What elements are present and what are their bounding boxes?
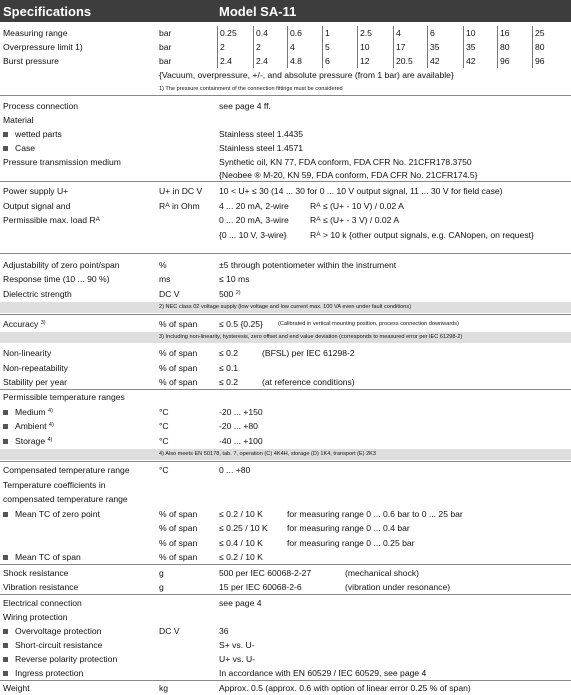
range-value: 42 [427, 54, 440, 68]
spec-title: Specifications [3, 4, 92, 19]
row-value: ±5 through potentiometer within the instrument [219, 260, 397, 270]
range-value: 4.8 [287, 54, 302, 68]
row-unit: % of span [159, 523, 198, 533]
row-label: Dielectric strength [3, 289, 72, 299]
row-label: Ambient $^{4)}$ [15, 421, 54, 431]
range-value: 35 [463, 40, 476, 54]
row-unit: °C [159, 436, 169, 446]
row-label: Accuracy $^{3)}$ [3, 319, 46, 329]
range-value: 10 [463, 26, 476, 40]
row-label: Temperature coefficients in [3, 480, 106, 490]
row-unit: g [159, 582, 164, 592]
row-value: {Neobee ® M-20, KN 59, FDA conform, FDA CFR No. 21CFR174.5} [219, 170, 478, 180]
row-unit: % of span [159, 377, 198, 387]
divider [0, 314, 571, 315]
row-unit: % of span [159, 538, 198, 548]
row-unit: bar [159, 42, 172, 52]
row-label: Overpressure limit 1) [3, 42, 83, 52]
row-unit: % of span [159, 363, 198, 373]
range-value: 6 [427, 26, 435, 40]
range-value: 0.4 [253, 26, 268, 40]
row-value: see page 4 ff. [219, 101, 271, 111]
row-label: Adjustability of zero point/span [3, 260, 120, 270]
row-value: 0 ... 20 mA, 3-wire [219, 215, 289, 225]
row-label: Storage $^{4)}$ [15, 436, 53, 446]
row-unit: bar [159, 56, 172, 66]
range-value: 12 [357, 54, 370, 68]
row-label: Compensated temperature range [3, 465, 130, 475]
footnote-row [0, 302, 571, 313]
row-note: (mechanical shock) [345, 568, 420, 578]
vacuum-note: {Vacuum, overpressure, +/-, and absolute pressure (from 1 bar) are available} [159, 70, 454, 80]
row-label: Burst pressure [3, 56, 59, 66]
row-label: Medium $^{4)}$ [15, 407, 53, 417]
row-value: U+ vs. U- [219, 654, 256, 664]
row-value: ≤ 0.1 [219, 363, 239, 373]
bullet-icon [0, 127, 12, 141]
row-value: 36 [219, 626, 229, 636]
row-label: Overvoltage protection [15, 626, 102, 636]
range-value: 2.4 [217, 54, 232, 68]
divider [0, 95, 571, 96]
range-value: 80 [497, 40, 510, 54]
row-unit: % of span [159, 319, 198, 329]
row-unit: °C [159, 407, 169, 417]
bullet-icon [0, 405, 12, 419]
row-label: wetted parts [15, 129, 62, 139]
row-note: (Calibrated in vertical mounting position, process connection downwards) [278, 321, 459, 327]
range-value: 96 [497, 54, 510, 68]
range-value: 17 [393, 40, 406, 54]
row-label: Reverse polarity protection [15, 654, 118, 664]
range-value: 35 [427, 40, 440, 54]
bullet-icon [0, 624, 12, 638]
range-value: 4 [393, 26, 401, 40]
footnote-row [0, 332, 571, 343]
row-note: for measuring range 0 ... 0.25 bar [287, 538, 415, 548]
row-unit: DC V [159, 289, 180, 299]
range-value: 25 [532, 26, 545, 40]
row-unit: % [159, 260, 167, 270]
row-label: Case [15, 143, 36, 153]
bullet-icon [0, 419, 12, 433]
bullet-icon [0, 652, 12, 666]
range-value: 2.4 [253, 54, 268, 68]
row-value: see page 4 [219, 598, 262, 608]
row-unit: RA in Ohm [159, 201, 200, 211]
row-value: {0 ... 10 V, 3-wire} [219, 230, 287, 240]
footnote-2: 2) NEC class 02 voltage supply (low voltage and low current max. 100 VA even under fault conditions) [159, 304, 412, 310]
row-label: Vibration resistance [3, 582, 79, 592]
row-label: Response time (10 ... 90 %) [3, 274, 110, 284]
row-note: (BFSL) per IEC 61298-2 [262, 348, 355, 358]
range-value: 6 [322, 54, 330, 68]
range-value: 80 [532, 40, 545, 54]
row-value: RA > 10 k {other output signals, e.g. CANopen, on request} [310, 230, 534, 240]
bullet-icon [0, 507, 12, 521]
row-label: Non-repeatability [3, 363, 68, 373]
row-value: Approx. 0.5 (approx. 0.6 with option of linear error 0.25 % of span) [219, 683, 471, 693]
bullet-icon [0, 434, 12, 448]
row-unit: % of span [159, 552, 198, 562]
row-label: Stability per year [3, 377, 68, 387]
range-value: 2 [253, 40, 261, 54]
row-value: -20 ... +80 [219, 421, 258, 431]
divider [0, 181, 571, 182]
row-label: Mean TC of zero point [15, 509, 100, 519]
bullet-icon [0, 666, 12, 680]
range-value: 2.5 [357, 26, 372, 40]
row-value: RA ≤ (U+ - 10 V) / 0.02 A [310, 201, 404, 211]
row-value: In accordance with EN 60529 / IEC 60529, see page 4 [219, 668, 427, 678]
row-value: ≤ 0.2 / 10 K [219, 509, 263, 519]
row-note: (vibration under resonance) [345, 582, 451, 592]
range-value: 0.25 [217, 26, 237, 40]
row-label: Process connection [3, 101, 78, 111]
row-value: Stainless steel 1.4435 [219, 129, 304, 139]
row-label: Material [3, 115, 34, 125]
divider [0, 253, 571, 254]
range-value: 2 [217, 40, 225, 54]
row-note: for measuring range 0 ... 0.4 bar [287, 523, 410, 533]
row-label: Permissible temperature ranges [3, 392, 125, 402]
row-value: ≤ 0.2 [219, 377, 239, 387]
row-label: Permissible max. load RA [3, 215, 100, 225]
row-note: for measuring range 0 ... 0.6 bar to 0 ... 25 bar [287, 509, 463, 519]
footnote-4: 4) Also meets EN 50178, tab. 7, operation (C) 4K4H, storage (D) 1K4, transport (E) 2K3 [159, 451, 377, 457]
row-value: ≤ 0.2 [219, 348, 239, 358]
row-value: 4 ... 20 mA, 2-wire [219, 201, 289, 211]
row-label: Electrical connection [3, 598, 82, 608]
range-value: 96 [532, 54, 545, 68]
range-value: 42 [463, 54, 476, 68]
row-value: ≤ 0.25 / 10 K [219, 523, 268, 533]
range-value: 0.6 [287, 26, 302, 40]
row-value: -40 ... +100 [219, 436, 263, 446]
row-unit: g [159, 568, 164, 578]
row-unit: U+ in DC V [159, 186, 203, 196]
range-value: 20.5 [393, 54, 413, 68]
row-value: -20 ... +150 [219, 407, 263, 417]
row-value: ≤ 10 ms [219, 274, 250, 284]
row-label: Output signal and [3, 201, 71, 211]
row-value: ≤ 0.4 / 10 K [219, 538, 263, 548]
divider [0, 461, 571, 462]
row-value: Synthetic oil, KN 77, FDA conform, FDA CFR No. 21CFR178.3750 [219, 157, 472, 167]
divider [0, 594, 571, 595]
row-value: Stainless steel 1.4571 [219, 143, 304, 153]
row-value: ≤ 0.2 / 10 K [219, 552, 263, 562]
row-label: Ingress protection [15, 668, 84, 678]
footnote-1: 1) The pressure containment of the connection fittings must be considered [159, 86, 343, 92]
bullet-icon [0, 141, 12, 155]
footnote-3: 3) Including non-linearity, hysteresis, zero offset and end value deviation (corresponds to measured error per IEC 61298-2) [159, 334, 463, 340]
row-value: 15 per IEC 60068-2-6 [219, 582, 302, 592]
row-value: 500 $^{2)}$ [219, 289, 241, 299]
range-value: 5 [322, 40, 330, 54]
row-value: 0 ... +80 [219, 465, 251, 475]
row-value: ≤ 0.5 {0.25} [219, 319, 263, 329]
row-label: Measuring range [3, 28, 68, 38]
range-value: 16 [497, 26, 510, 40]
row-label: Pressure transmission medium [3, 157, 121, 167]
range-value: 10 [357, 40, 370, 54]
bullet-icon [0, 638, 12, 652]
spec-header [0, 0, 571, 22]
row-value: RA ≤ (U+ - 3 V) / 0.02 A [310, 215, 400, 225]
row-label: Non-linearity [3, 348, 52, 358]
row-unit: °C [159, 421, 169, 431]
row-value: 500 per IEC 60068-2-27 [219, 568, 312, 578]
row-label: Short-circuit resistance [15, 640, 103, 650]
row-label: Wiring protection [3, 612, 68, 622]
row-unit: °C [159, 465, 169, 475]
range-value: 1 [322, 26, 330, 40]
row-label: Power supply U+ [3, 186, 69, 196]
row-unit: ms [159, 274, 171, 284]
row-unit: % of span [159, 509, 198, 519]
footnote-row [0, 449, 571, 460]
row-unit: % of span [159, 348, 198, 358]
row-label: compensated temperature range [3, 494, 128, 504]
range-value: 4 [287, 40, 295, 54]
row-note: (at reference conditions) [262, 377, 355, 387]
row-label: Mean TC of span [15, 552, 81, 562]
row-unit: bar [159, 28, 172, 38]
row-label: Weight [3, 683, 30, 693]
footnote-row [0, 84, 571, 94]
row-unit: kg [159, 683, 169, 693]
row-value: 10 < U+ ≤ 30 (14 ... 30 for 0 ... 10 V output signal, 11 ... 30 V for field case) [219, 186, 503, 196]
row-value: S+ vs. U- [219, 640, 255, 650]
model-title: Model SA-11 [219, 4, 297, 19]
divider [0, 564, 571, 565]
bullet-icon [0, 550, 12, 564]
row-label: Shock resistance [3, 568, 69, 578]
row-unit: DC V [159, 626, 180, 636]
